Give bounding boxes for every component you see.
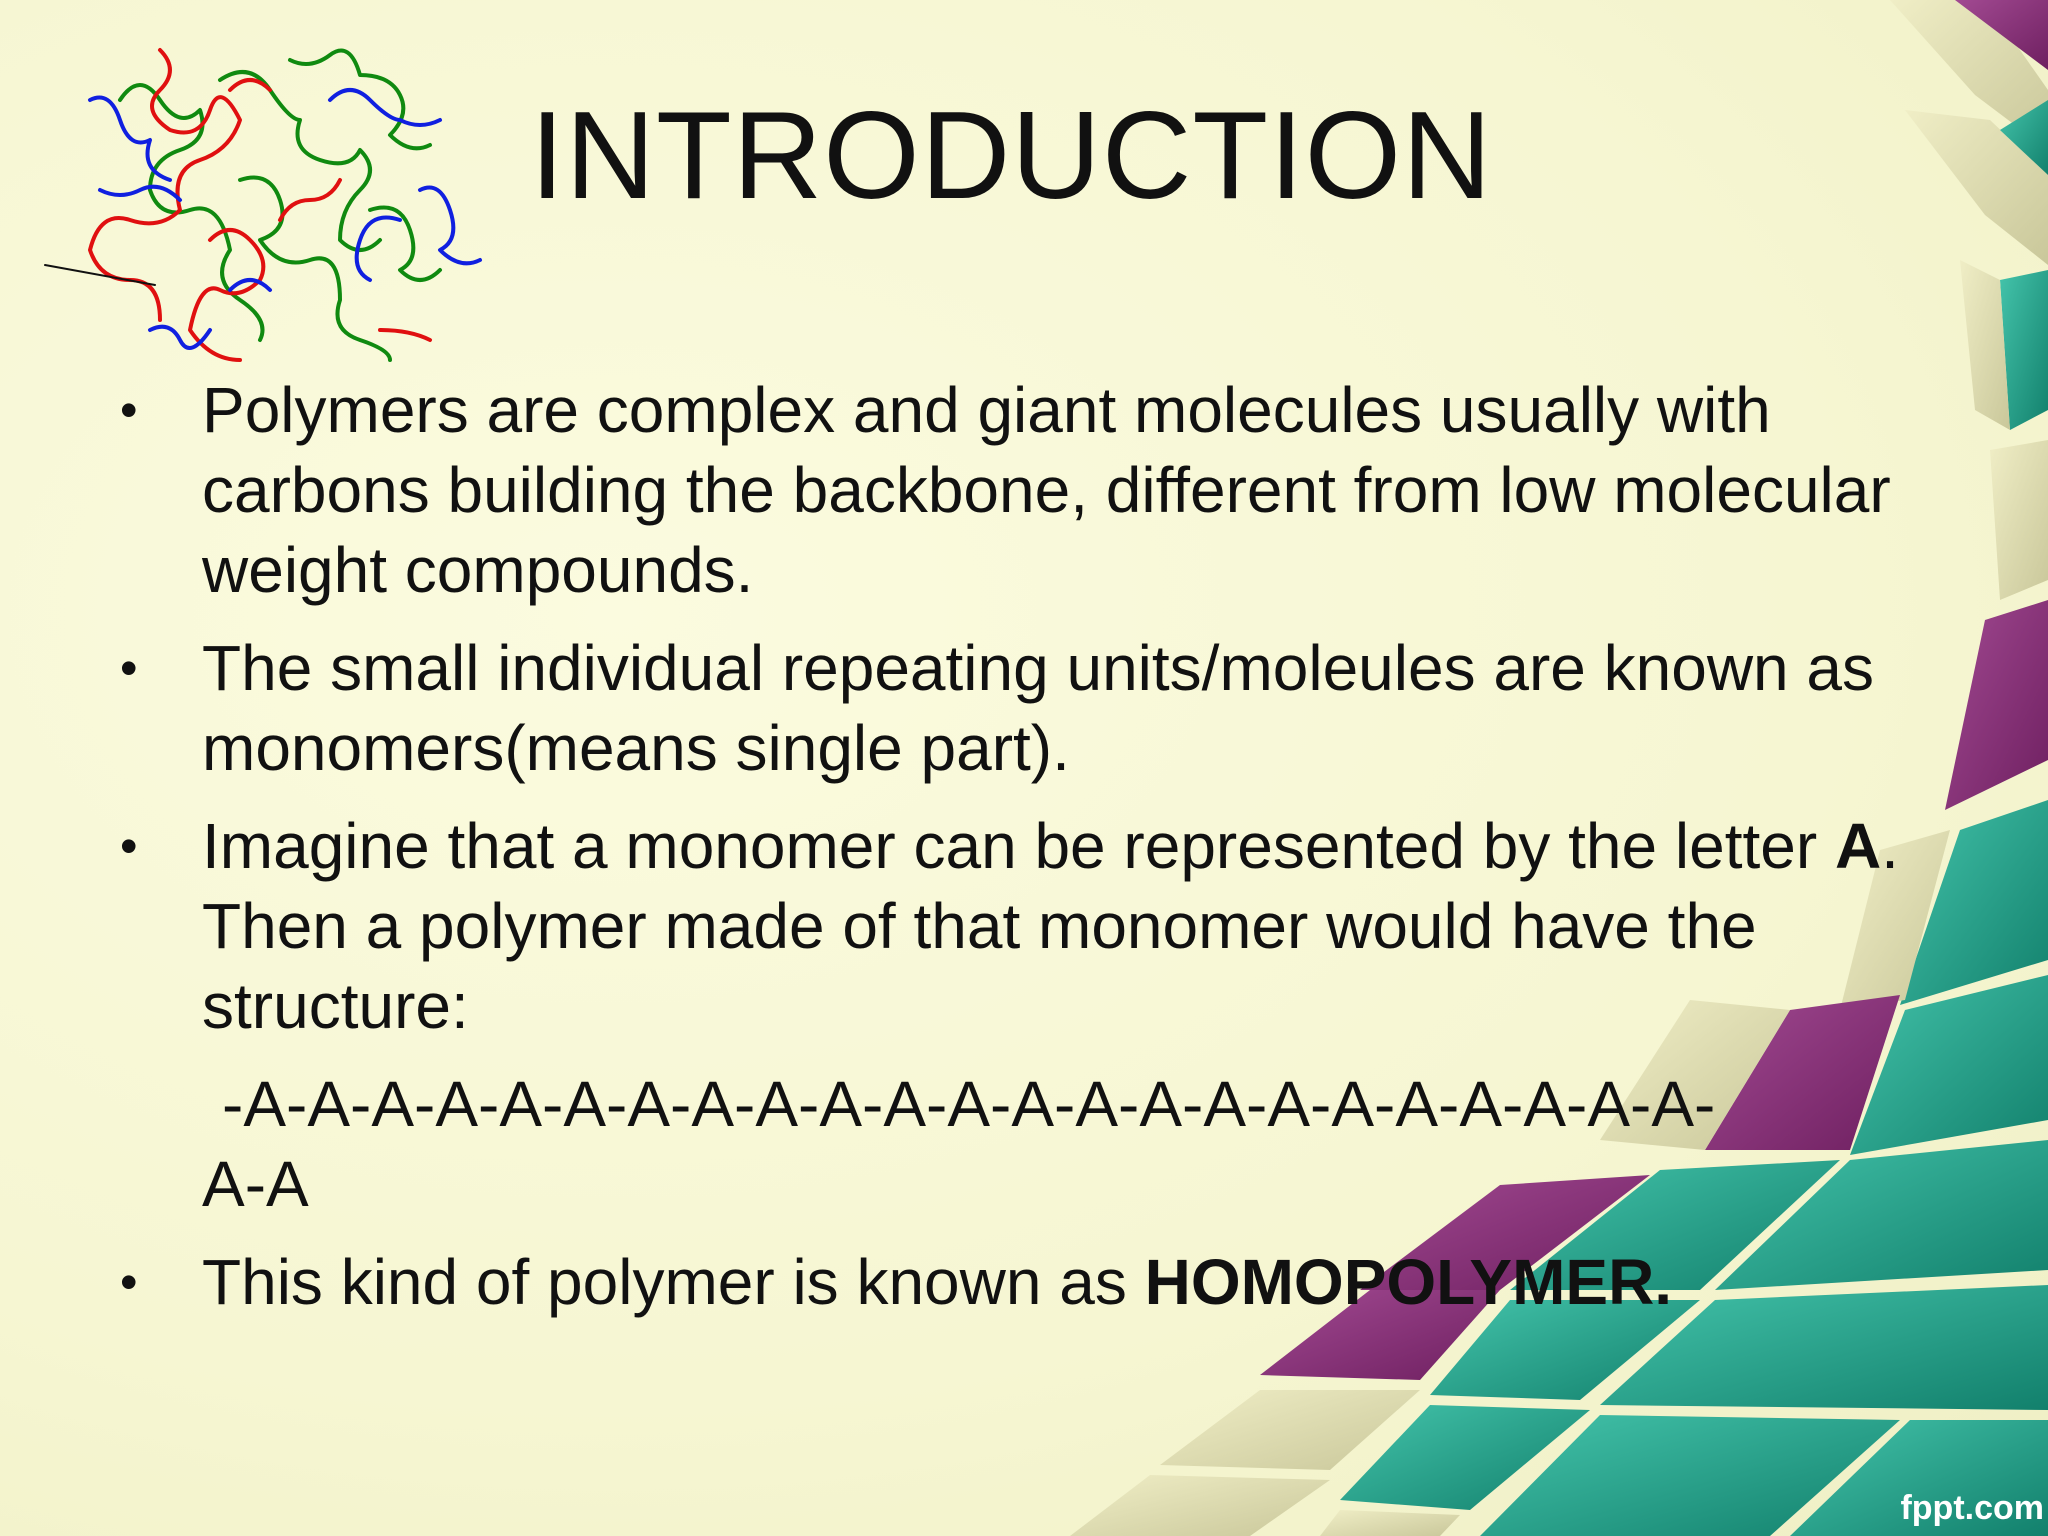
bullet-text-bold: A — [1834, 810, 1882, 882]
bullet-marker: • — [120, 640, 138, 696]
bullet-text-bold: HOMOPOLYMER. — [1144, 1246, 1673, 1318]
bullet-marker: • — [120, 1254, 138, 1310]
bullet-item — [120, 806, 1900, 1046]
bullet-marker: • — [120, 818, 138, 874]
bullet-marker: • — [120, 382, 138, 438]
bullet-list — [120, 370, 1900, 1340]
bullet-item — [120, 370, 1900, 610]
bullet-text: Polymers are complex and giant molecules usually with carbons building the backbone, different from low molecular weight compounds. — [202, 374, 1891, 606]
monomer-sequence — [120, 1064, 1900, 1224]
sequence-line-1: -A-A-A-A-A-A-A-A-A-A-A-A-A-A-A-A-A-A-A-A-A-A-A- — [222, 1068, 1716, 1140]
polymer-chains-illustration — [40, 40, 530, 410]
slide-title: INTRODUCTION — [530, 87, 1493, 225]
footer-watermark: fppt.com — [1900, 1489, 2044, 1527]
bullet-item — [120, 1242, 1900, 1322]
sequence-line-2: A-A — [202, 1148, 309, 1220]
bullet-text-pre: Imagine that a monomer can be represented by the letter — [202, 810, 1835, 882]
bullet-text: The small individual repeating units/moleules are known as monomers(means single part). — [202, 632, 1874, 784]
bullet-item — [120, 628, 1900, 788]
bullet-text-post: . Then a polymer made of that monomer would have the structure: — [202, 810, 1899, 1042]
bullet-text-pre: This kind of polymer is known as — [202, 1246, 1145, 1318]
